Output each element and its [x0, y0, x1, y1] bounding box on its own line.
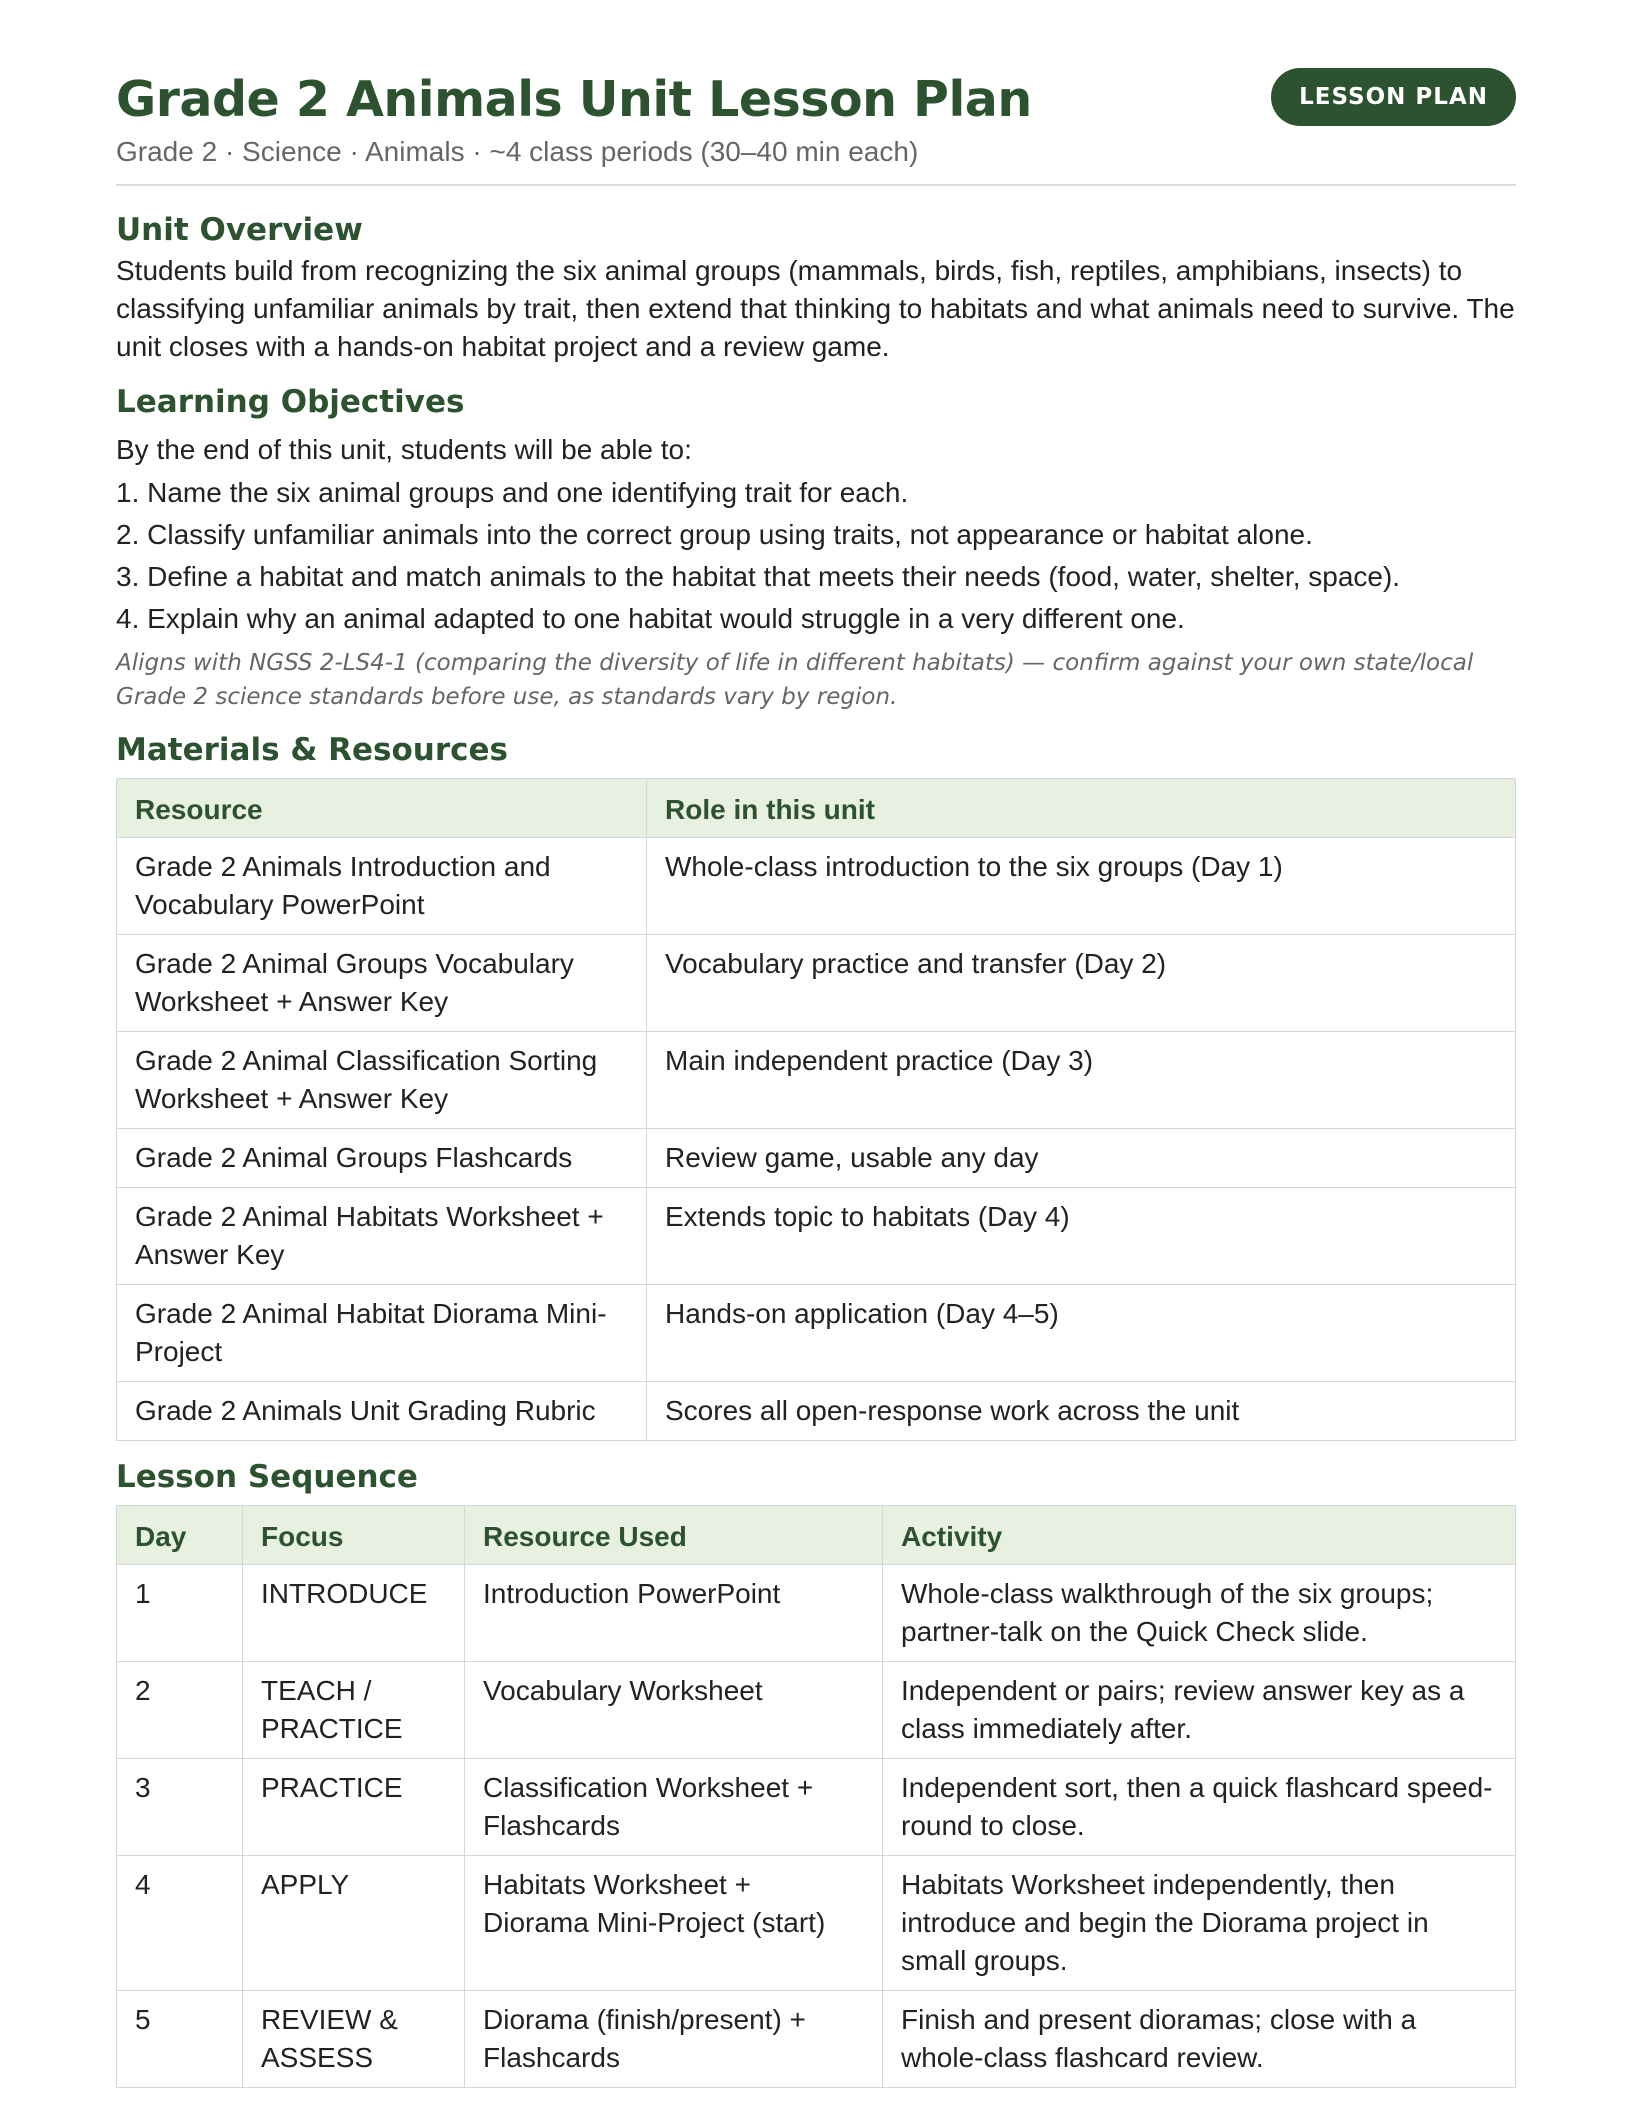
materials-table: [116, 778, 1516, 1441]
role-cell: Scores all open-response work across the unit: [647, 1382, 1516, 1441]
table-row: [117, 838, 1516, 935]
unit-overview-heading: Unit Overview: [116, 212, 363, 248]
focus-cell: REVIEW & ASSESS: [243, 1991, 465, 2088]
day-cell: 2: [117, 1662, 243, 1759]
objective-item: 1. Name the six animal groups and one identifying trait for each.: [116, 477, 909, 508]
materials-section: [116, 728, 1516, 1441]
page-header: [116, 0, 1516, 186]
table-row: [117, 1188, 1516, 1285]
table-header-row: [117, 779, 1516, 838]
table-row: [117, 1032, 1516, 1129]
unit-overview-text: Students build from recognizing the six animal groups (mammals, birds, fish, reptiles, amphibians, insects) to classifying unfamiliar animals by trait, then extend that thinking to habitats and what animals need to survive. The unit closes with a hands-on habitat project and a review game.: [116, 255, 1515, 362]
role-cell: Review game, usable any day: [647, 1129, 1516, 1188]
objectives-intro: By the end of this unit, students will be able to:: [116, 434, 692, 465]
resource-cell: Grade 2 Animals Introduction and Vocabulary PowerPoint: [117, 838, 647, 935]
column-header: Role in this unit: [647, 779, 1516, 838]
learning-objectives-heading: Learning Objectives: [116, 384, 465, 420]
table-row: [117, 1856, 1516, 1991]
table-row: [117, 1662, 1516, 1759]
objectives-list: [116, 472, 1516, 640]
table-row: [117, 1129, 1516, 1188]
day-cell: 5: [117, 1991, 243, 2088]
focus-cell: TEACH / PRACTICE: [243, 1662, 465, 1759]
activity-cell: Finish and present dioramas; close with a whole-class flashcard review.: [883, 1991, 1516, 2088]
resource-used-cell: Introduction PowerPoint: [465, 1565, 883, 1662]
day-cell: 3: [117, 1759, 243, 1856]
role-cell: Vocabulary practice and transfer (Day 2): [647, 935, 1516, 1032]
lesson-plan-badge: LESSON PLAN: [1271, 68, 1516, 126]
column-header: Activity: [883, 1506, 1516, 1565]
resource-used-cell: Habitats Worksheet + Diorama Mini-Project (start): [465, 1856, 883, 1991]
lesson-sequence-section: [116, 1455, 1516, 2088]
table-row: [117, 1759, 1516, 1856]
table-row: [117, 935, 1516, 1032]
column-header: Focus: [243, 1506, 465, 1565]
focus-cell: APPLY: [243, 1856, 465, 1991]
role-cell: Extends topic to habitats (Day 4): [647, 1188, 1516, 1285]
page-title: Grade 2 Animals Unit Lesson Plan: [116, 71, 1032, 128]
resource-cell: Grade 2 Animals Unit Grading Rubric: [117, 1382, 647, 1441]
unit-overview-section: [116, 208, 1516, 366]
table-header-row: [117, 1506, 1516, 1565]
resource-cell: Grade 2 Animal Habitat Diorama Mini-Project: [117, 1285, 647, 1382]
activity-cell: Habitats Worksheet independently, then introduce and begin the Diorama project in small groups.: [883, 1856, 1516, 1991]
objective-item: 3. Define a habitat and match animals to the habitat that meets their needs (food, water, shelter, space).: [116, 561, 1401, 592]
lesson-sequence-heading: Lesson Sequence: [116, 1459, 418, 1495]
standards-note: Aligns with NGSS 2-LS4-1 (comparing the diversity of life in different habitats) — confirm against your own state/local Grade 2 science standards before use, as standards vary by region.: [116, 650, 1474, 710]
column-header: Resource Used: [465, 1506, 883, 1565]
materials-heading: Materials & Resources: [116, 732, 508, 768]
focus-cell: PRACTICE: [243, 1759, 465, 1856]
day-cell: 4: [117, 1856, 243, 1991]
role-cell: Hands-on application (Day 4–5): [647, 1285, 1516, 1382]
day-cell: 1: [117, 1565, 243, 1662]
focus-cell: INTRODUCE: [243, 1565, 465, 1662]
learning-objectives-section: [116, 380, 1516, 714]
table-row: [117, 1285, 1516, 1382]
activity-cell: Independent or pairs; review answer key as a class immediately after.: [883, 1662, 1516, 1759]
resource-cell: Grade 2 Animal Groups Flashcards: [117, 1129, 647, 1188]
table-row: [117, 1991, 1516, 2088]
resource-used-cell: Classification Worksheet + Flashcards: [465, 1759, 883, 1856]
table-row: [117, 1565, 1516, 1662]
role-cell: Whole-class introduction to the six groups (Day 1): [647, 838, 1516, 935]
page-subtitle: Grade 2 · Science · Animals · ~4 class periods (30–40 min each): [116, 136, 919, 167]
objective-item: 4. Explain why an animal adapted to one habitat would struggle in a very different one.: [116, 603, 1185, 634]
resource-used-cell: Diorama (finish/present) + Flashcards: [465, 1991, 883, 2088]
resource-cell: Grade 2 Animal Classification Sorting Worksheet + Answer Key: [117, 1032, 647, 1129]
column-header: Resource: [117, 779, 647, 838]
objective-item: 2. Classify unfamiliar animals into the correct group using traits, not appearance or habitat alone.: [116, 519, 1313, 550]
lesson-sequence-table: [116, 1505, 1516, 2088]
role-cell: Main independent practice (Day 3): [647, 1032, 1516, 1129]
resource-cell: Grade 2 Animal Habitats Worksheet + Answer Key: [117, 1188, 647, 1285]
activity-cell: Whole-class walkthrough of the six groups; partner-talk on the Quick Check slide.: [883, 1565, 1516, 1662]
resource-used-cell: Vocabulary Worksheet: [465, 1662, 883, 1759]
table-row: [117, 1382, 1516, 1441]
activity-cell: Independent sort, then a quick flashcard speed-round to close.: [883, 1759, 1516, 1856]
column-header: Day: [117, 1506, 243, 1565]
resource-cell: Grade 2 Animal Groups Vocabulary Worksheet + Answer Key: [117, 935, 647, 1032]
